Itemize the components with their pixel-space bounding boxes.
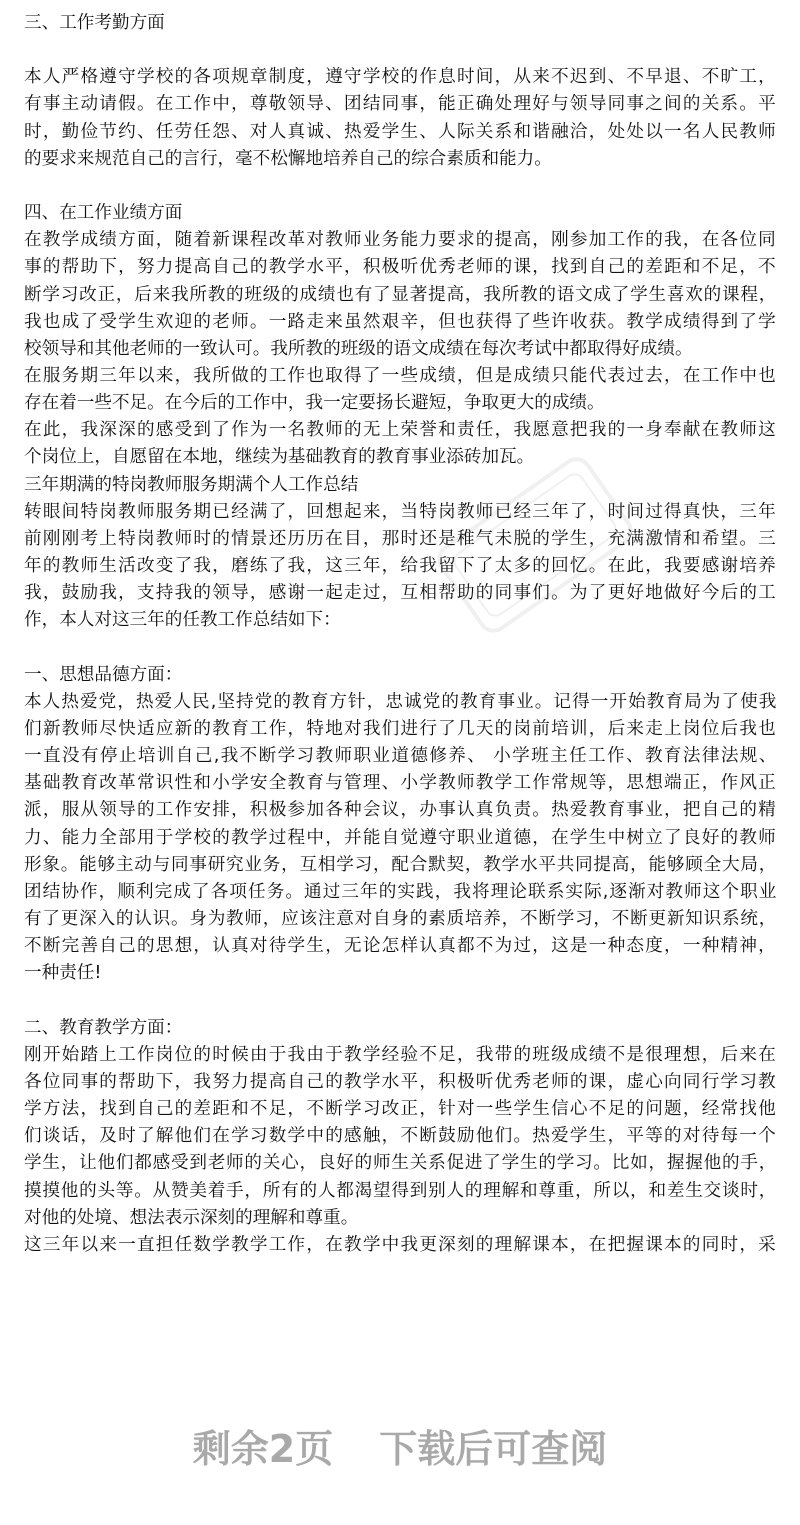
text-line: 基础教育改革常识性和小学安全教育与管理、小学教师教学工作常规等，思想端正，作风正 <box>24 773 777 794</box>
text-line: 派，服从领导的工作安排，积极参加各种会议，办事认真负责。热爱教育事业，把自己的精 <box>24 800 777 821</box>
text-line: 三年期满的特岗教师服务期满个人工作总结 <box>24 474 359 495</box>
text-line: 对他的处境、想法表示深刻的理解和尊重。 <box>24 1207 359 1228</box>
text-line: 本人严格遵守学校的各项规章制度，遵守学校的作息时间，从来不迟到、不早退、不旷工， <box>24 67 777 88</box>
text-line: 断学习改正，后来我所教的班级的成绩也有了显著提高，我所教的语文成了学生喜欢的课程， <box>24 284 778 305</box>
text-line: 校领导和其他老师的一致认可。我所教的班级的语文成绩在每次考试中都取得好成绩。 <box>24 338 693 359</box>
text-line: 学方法，找到自己的差距和不足，不断学习改正，针对一些学生信心不足的问题，经常找他 <box>24 1099 777 1119</box>
text-line: 形象。能够主动与同事研究业务，互相学习，配合默契，教学水平共同提高，能够顾全大局， <box>24 854 778 875</box>
text-line: 学生，让他们都感受到老师的关心，良好的师生关系促进了学生的学习。比如，握握他的手， <box>24 1153 778 1174</box>
text-line: 存在着一些不足。在今后的工作中，我一定要扬长避短，争取更大的成绩。 <box>24 393 605 414</box>
text-line: 事的帮助下，努力提高自己的教学水平，积极听优秀老师的课，找到自己的差距和不足，不 <box>24 257 777 278</box>
text-line: 一直没有停止培训自己,我不断学习教师职业道德修养、 小学班主任工作、教育法律法规、 <box>24 746 778 766</box>
text-line: 有事主动请假。在工作中，尊敬领导、团结同事，能正确处理好与领导同事之间的关系。平 <box>24 94 777 115</box>
text-line: 本人热爱党，热爱人民,坚持党的教育方针，忠诚党的教育事业。记得一开始教育局为了使我 <box>24 691 778 712</box>
text-line: 摸摸他的头等。从赞美着手，所有的人都渴望得到别人的理解和尊重，所以，和差生交谈时， <box>24 1180 778 1201</box>
text-line: 个岗位上，自愿留在本地，继续为基础教育的教育事业添砖加瓦。 <box>24 447 535 468</box>
text-line: 力、能力全部用于学校的教学过程中，并能自觉遵守职业道德，在学生中树立了良好的教师 <box>24 827 777 848</box>
text-line: 这三年以来一直担任数学教学工作，在教学中我更深刻的理解课本，在把握课本的同时，采 <box>24 1234 777 1255</box>
text-line: 三、工作考勤方面 <box>24 13 165 33</box>
text-line: 一、思想品德方面： <box>24 664 183 685</box>
text-line: 二、教育教学方面： <box>24 1017 183 1038</box>
remaining-pages-banner[interactable] <box>0 1424 800 1474</box>
text-line: 不断完善自己的思想，认真对待学生，无论怎样认真都不为过，这是一种态度，一种精神， <box>24 936 777 957</box>
text-line: 年的教师生活改变了我，磨练了我，这三年，给我留下了太多的回忆。在此，我要感谢培养 <box>24 556 777 576</box>
text-line: 在此，我深深的感受到了作为一名教师的无上荣誉和责任，我愿意把我的一身奉献在教师这 <box>24 420 777 441</box>
text-line: 的要求来规范自己的言行，毫不松懈地培养自己的综合素质和能力。 <box>24 148 552 169</box>
text-line: 们谈话，及时了解他们在学习数学中的感触，不断鼓励他们。热爱学生，平等的对待每一个 <box>24 1126 777 1147</box>
text-line: 有了更深入的认识。身为教师，应该注意对自身的素质培养，不断学习，不断更新知识系统， <box>24 908 778 929</box>
text-line: 团结协作，顺利完成了各项任务。通过三年的实践，我将理论联系实际,逐渐对教师这个职业 <box>24 881 778 902</box>
text-line: 们新教师尽快适应新的教育工作，特地对我们进行了几天的岗前培训，后来走上岗位后我也 <box>24 718 777 739</box>
text-line: 在教学成绩方面，随着新课程改革对教师业务能力要求的提高，刚参加工作的我，在各位同 <box>24 230 777 251</box>
text-line: 一种责任! <box>24 963 102 984</box>
download-to-view-text: 下载后可查阅 <box>379 1427 608 1471</box>
text-line: 刚开始踏上工作岗位的时候由于我由于教学经验不足，我带的班级成绩不是很理想，后来在 <box>24 1044 777 1065</box>
text-line: 转眼间特岗教师服务期已经满了，回想起来，当特岗教师已经三年了，时间过得真快，三年 <box>24 501 777 522</box>
text-line: 各位同事的帮助下，我努力提高自己的教学水平，积极听优秀老师的课，虚心向同行学习教 <box>24 1071 777 1092</box>
remaining-pages-text: 剩余2页 <box>192 1427 334 1471</box>
text-line: 我，鼓励我，支持我的领导，感谢一起走过，互相帮助的同事们。为了更好地做好今后的工 <box>24 583 777 604</box>
text-line: 在服务期三年以来，我所做的工作也取得了一些成绩，但是成绩只能代表过去，在工作中也 <box>24 365 777 386</box>
text-line: 时，勤俭节约、任劳任怨、对人真诚、热爱学生、人际关系和谐融洽，处处以一名人民教师 <box>24 121 777 142</box>
text-line: 四、在工作业绩方面 <box>24 203 183 223</box>
text-line: 前刚刚考上特岗教师时的情景还历历在目，那时还是稚气未脱的学生，充满激情和希望。三 <box>24 528 777 549</box>
text-line: 作，本人对这三年的任教工作总结如下： <box>24 610 341 631</box>
text-line: 我也成了受学生欢迎的老师。一路走来虽然艰辛，但也获得了些许收获。教学成绩得到了学 <box>24 311 777 332</box>
